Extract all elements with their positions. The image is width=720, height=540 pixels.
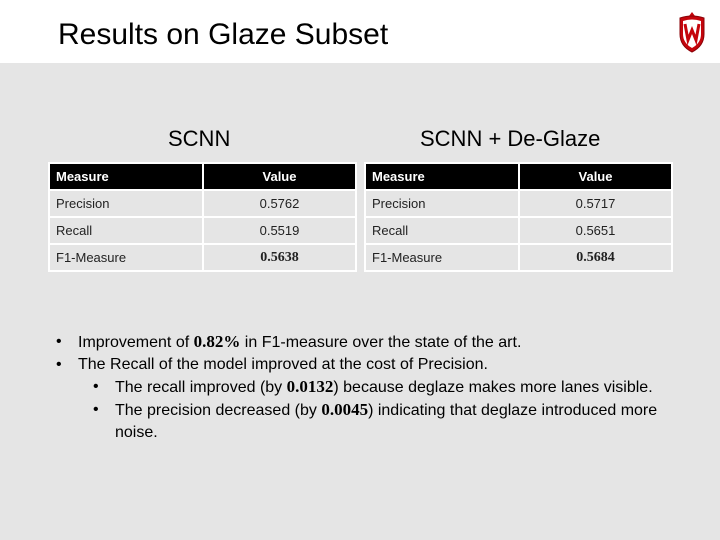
left-table-heading: SCNN [168, 126, 231, 151]
cell-value: 0.5651 [520, 218, 671, 243]
cell-measure: Precision [366, 191, 518, 216]
bullet-text: The recall improved (by [115, 379, 287, 396]
cell-value: 0.5519 [204, 218, 355, 243]
bullet-dot-icon: • [56, 356, 62, 373]
table-row [50, 191, 355, 216]
scnn-results-table [48, 162, 357, 272]
header-measure: Measure [366, 164, 518, 189]
table-row [366, 191, 671, 216]
right-table-heading: SCNN + De-Glaze [420, 126, 601, 151]
bullet-number: 0.0045 [321, 400, 369, 419]
bullet-item [56, 331, 686, 354]
bullet-text: The precision decreased (by [115, 402, 322, 419]
scnn-deglaze-results-table [364, 162, 673, 272]
bullet-dot-icon: • [93, 401, 99, 418]
cell-value: 0.5684 [520, 245, 671, 270]
slide-title: Results on Glaze Subset [58, 18, 389, 51]
cell-measure: Recall [50, 218, 202, 243]
sub-bullet-item [56, 399, 686, 444]
cell-measure: Recall [366, 218, 518, 243]
bullet-text: Improvement of [78, 334, 194, 351]
bullet-text: ) because deglaze makes more lanes visible. [333, 379, 653, 396]
cell-value: 0.5717 [520, 191, 671, 216]
table-row [366, 245, 671, 270]
header-value: Value [520, 164, 671, 189]
cell-measure: F1-Measure [50, 245, 202, 270]
bullet-dot-icon: • [93, 378, 99, 395]
bullet-dot-icon: • [56, 333, 62, 350]
cell-value: 0.5638 [204, 245, 355, 270]
cell-value: 0.5762 [204, 191, 355, 216]
summary-bullets [56, 331, 686, 444]
bullet-text: The Recall of the model improved at the cost of Precision. [78, 356, 488, 373]
table-row [366, 218, 671, 243]
table-header-row [366, 164, 671, 189]
table-header-row [50, 164, 355, 189]
bullet-number: 0.0132 [286, 377, 334, 396]
bullet-number: 0.82% [193, 332, 241, 351]
content-panel [0, 63, 720, 540]
university-crest-icon [676, 10, 708, 54]
cell-measure: Precision [50, 191, 202, 216]
sub-bullet-item [56, 376, 686, 399]
cell-measure: F1-Measure [366, 245, 518, 270]
bullet-text: in F1-measure over the state of the art. [240, 334, 522, 351]
bullet-item [56, 354, 686, 376]
header-measure: Measure [50, 164, 202, 189]
table-row [50, 218, 355, 243]
table-row [50, 245, 355, 270]
bullet-text: ) indicating that deglaze introduced more noise. [115, 402, 658, 441]
header-value: Value [204, 164, 355, 189]
